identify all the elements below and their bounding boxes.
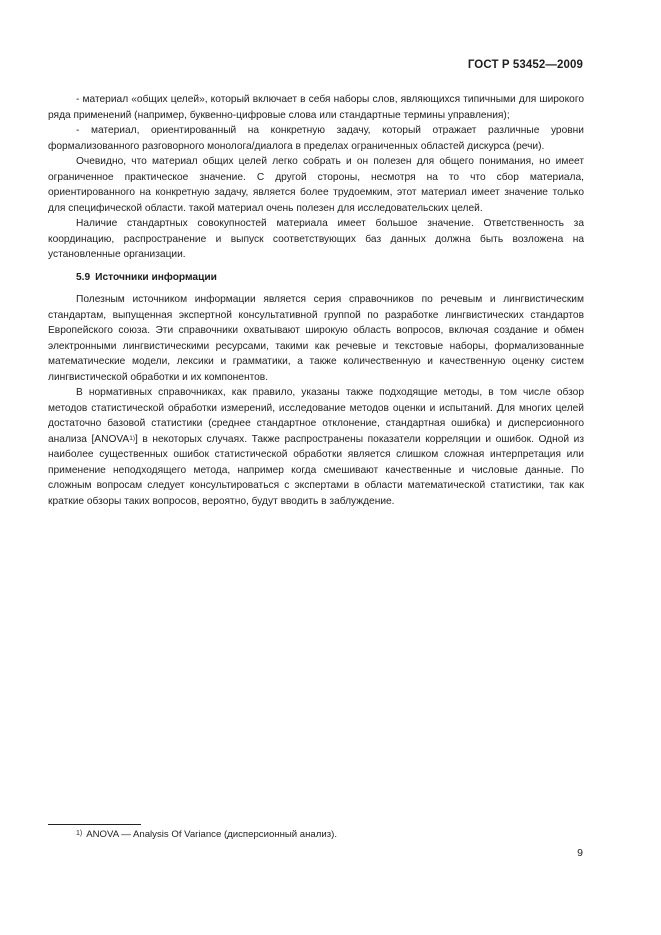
paragraph-useful-source: Полезным источником информации является серия справочников по речевым и лингвистическим стандартам, выпущенная экспертной консультативной группой по разработке лингвистических стандартов Европейского союза. Эти справочники охватывают широкую область вопросов, включая создание и обмен электронными лингвистическими ресурсами, такими как речевые и текстовые наборы, формализованные математические модели, лексики и грамматики, а также количественную и качественную оценку систем лингвистической обработки и их компонентов. (48, 294, 584, 383)
footnote-text: ANOVA — Analysis Of Variance (дисперсионный анализ). (86, 829, 337, 840)
footnote (76, 828, 337, 841)
section-title: Источники информации (95, 271, 217, 283)
document-standard-id: ГОСТ Р 53452—2009 (467, 59, 583, 71)
footnote-divider (48, 824, 141, 825)
paragraph-text-part1: В нормативных справочниках, как правило, указаны также подходящие методы, в том числе обзор методов статистической обработки измерений, исследование методов оценки и испытаний. Для многих целей достаточно базовой статистики (среднее стандартное отклонение, стандартная ошибка) и дисперсионного анализа [ANOVA (48, 387, 584, 445)
paragraph-normative-references (48, 385, 584, 509)
footnote-reference-mark[interactable]: 1) (129, 434, 135, 442)
section-heading (48, 270, 584, 286)
paragraph-task-material: - материал, ориентированный на конкретную задачу, который отражает различные уровни формализованного разговорного монолога/диалога в пределах ограниченных областей дискурса (речи). (48, 125, 584, 152)
paragraph-obviously: Очевидно, что материал общих целей легко собрать и он полезен для общего понимания, но имеет ограниченное практическое значение. С другой стороны, несмотря на то что сбор материала, ориентированного на конкретную задачу, является более трудоемким, этот материал имеет значение только для специфической области. такой материал очень полезен для исследовательских целей. (48, 156, 584, 214)
document-body (48, 92, 584, 509)
footnote-mark: 1) (76, 830, 83, 837)
paragraph-text-part2: ] в некоторых случаях. Также распространены показатели корреляции и ошибок. Одной из наиболее существенных ошибок статистической обработки является слишком сложная интерпретация или применение неподходящего метода, например когда смешивают качественные и числовые данные. По сложным вопросам следует консультироваться с экспертами в области математической статистики, так как краткие обзоры таких вопросов, вероятно, будут вводить в заблуждение. (48, 433, 584, 507)
page-number: 9 (577, 847, 583, 859)
paragraph-general-material: - материал «общих целей», который включает в себя наборы слов, являющихся типичными для широкого ряда применений (например, буквенно-цифровые слова или стандартные термины управления); (48, 94, 584, 121)
section-number: 5.9 (76, 271, 91, 283)
paragraph-standard-collections: Наличие стандартных совокупностей материала имеет большое значение. Ответственность за координацию, распространение и выпуск соответствующих баз данных должна быть возложена на установленные организации. (48, 218, 584, 260)
